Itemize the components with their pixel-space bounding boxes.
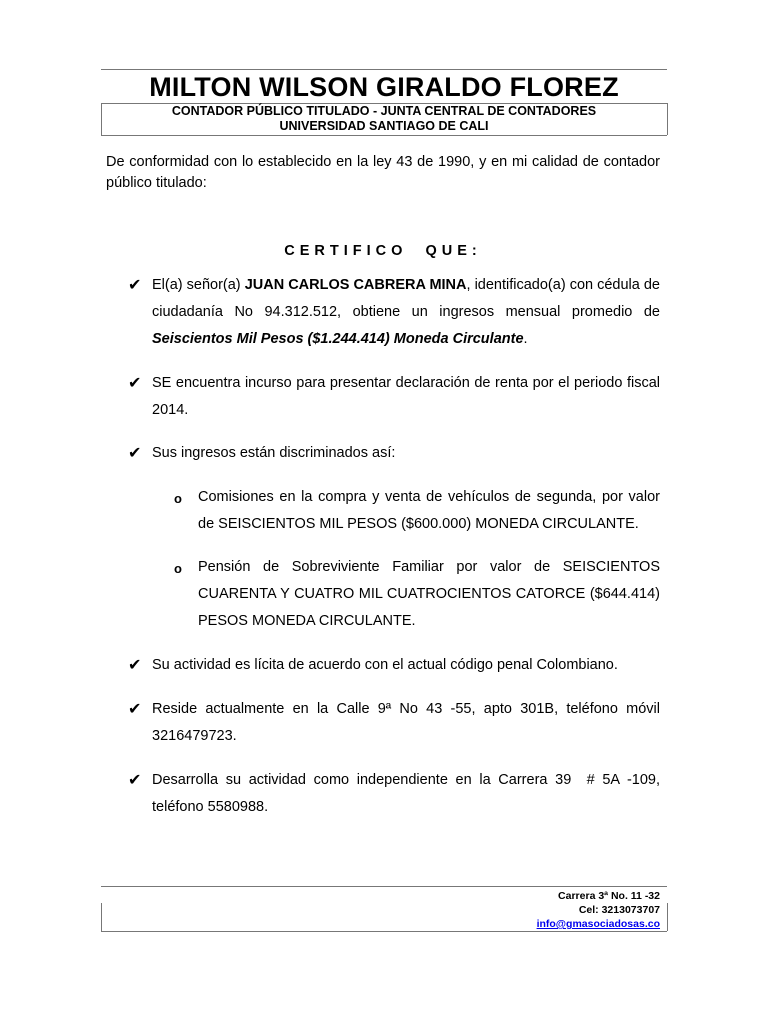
list-item-4: Su actividad es lícita de acuerdo con el actual código penal Colombiano.: [152, 657, 618, 673]
header-subtitle-2: UNIVERSIDAD SANTIAGO DE CALI: [279, 119, 489, 133]
page-title: MILTON WILSON GIRALDO FLOREZ: [149, 72, 619, 102]
circle-bullet-icon: o: [174, 561, 182, 576]
certifico-text: CERTIFICO QUE:: [284, 243, 482, 259]
person-name: JUAN CARLOS CABRERA MINA: [244, 277, 467, 293]
footer-top-rule: [101, 886, 667, 887]
certifico-heading: [106, 243, 660, 259]
footer-contact: [537, 889, 660, 931]
item1-end: .: [523, 331, 528, 347]
check-mark-icon: ✔: [128, 770, 142, 789]
footer-right-border: [667, 903, 668, 931]
list-item-6: Desarrolla su actividad como independiente en la Carrera 39 # 5A -109, teléfono 5580988.: [152, 772, 665, 815]
footer-address: Carrera 3ª No. 11 -32: [558, 890, 660, 902]
item1-pre: El(a) señor(a): [152, 277, 245, 293]
list-item-2: SE encuentra incurso para presentar declaración de renta por el periodo fiscal 2014.: [152, 375, 660, 418]
header-bottom-rule: [101, 135, 667, 136]
header-top-rule: [101, 69, 667, 70]
list-item-3: Sus ingresos están discriminados así:: [152, 445, 396, 461]
footer-email-link[interactable]: info@gmasociadosas.co: [536, 918, 660, 930]
check-mark-icon: ✔: [128, 275, 142, 294]
check-mark-icon: ✔: [128, 443, 142, 462]
check-mark-icon: ✔: [128, 373, 142, 392]
sub-item-2: Pensión de Sobreviviente Familiar por valor de SEISCIENTOS CUARENTA Y CUATRO MIL CUATROCIENTOS CATORCE ($644.414) PESOS MONEDA CIRCULANTE.: [198, 559, 660, 629]
header-right-border: [667, 103, 668, 135]
intro-paragraph: De conformidad con lo establecido en la ley 43 de 1990, y en mi calidad de contador público titulado:: [106, 154, 660, 191]
sub-item-1: Comisiones en la compra y venta de vehículos de segunda, por valor de SEISCIENTOS MIL PESOS ($600.000) MONEDA CIRCULANTE.: [198, 489, 660, 532]
list-item-5: Reside actualmente en la Calle 9ª No 43 -55, apto 301B, teléfono móvil 3216479723.: [152, 701, 660, 744]
header-subtitle-1: CONTADOR PÚBLICO TITULADO - JUNTA CENTRAL DE CONTADORES: [171, 104, 597, 118]
footer-left-border: [101, 903, 102, 931]
circle-bullet-icon: o: [174, 491, 182, 506]
check-mark-icon: ✔: [128, 699, 142, 718]
footer-bottom-rule: [101, 931, 667, 932]
item1-mid: , identificado(a) con cédula de ciudadanía No 94.312.512, obtiene un ingresos mensual promedio de: [152, 277, 660, 320]
income-amount: Seiscientos Mil Pesos ($1.244.414) Moneda Circulante: [152, 331, 524, 347]
list-item-1: [152, 272, 660, 353]
footer-cel: Cel: 3213073707: [578, 904, 660, 916]
check-mark-icon: ✔: [128, 655, 142, 674]
